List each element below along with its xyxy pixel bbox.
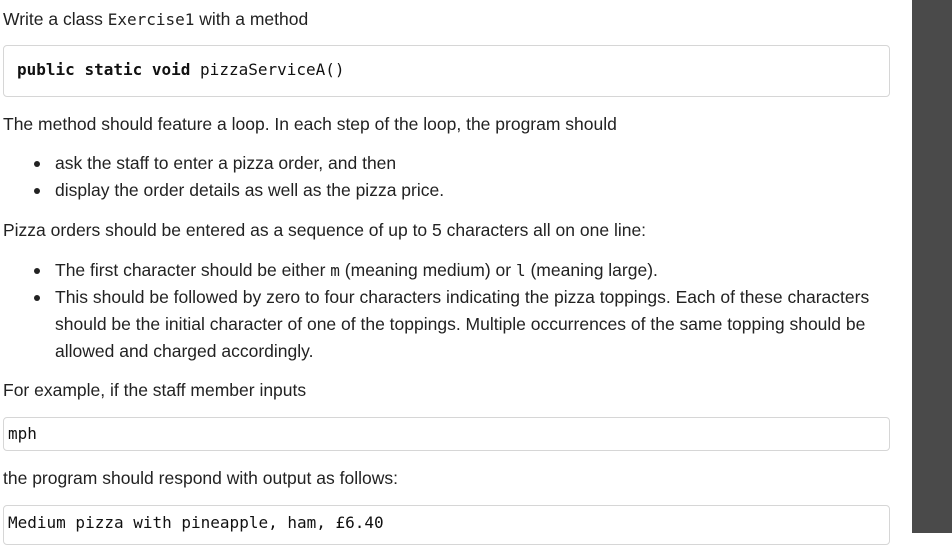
- loop-steps-list: [0, 150, 444, 204]
- list-item: This should be followed by zero to four characters indicating the pizza toppings. Each of these characters should be the initial character of one of the toppings. Multiple occurrences of the same topping should be allowed and charged accordingly.: [0, 284, 875, 365]
- example-input-code: mph: [3, 417, 890, 451]
- list-item: display the order details as well as the pizza price.: [0, 177, 444, 204]
- orders-paragraph: Pizza orders should be entered as a sequence of up to 5 characters all on one line:: [3, 220, 647, 240]
- order-rules-list: [0, 257, 875, 365]
- method-signature-code: public static void pizzaServiceA(): [3, 45, 890, 97]
- intro-text: Write a class Exercise1 with a method: [3, 9, 309, 29]
- respond-paragraph: the program should respond with output as follows:: [3, 468, 398, 488]
- example-output-code: Medium pizza with pineapple, ham, £6.40: [3, 505, 890, 545]
- list-item: ask the staff to enter a pizza order, and then: [0, 150, 444, 177]
- example-paragraph: For example, if the staff member inputs: [3, 380, 307, 400]
- loop-paragraph: The method should feature a loop. In each step of the loop, the program should: [3, 114, 617, 134]
- class-name-code: Exercise1: [107, 10, 195, 29]
- scrollbar[interactable]: [912, 0, 952, 533]
- list-item: The first character should be either m (meaning medium) or l (meaning large).: [0, 257, 875, 284]
